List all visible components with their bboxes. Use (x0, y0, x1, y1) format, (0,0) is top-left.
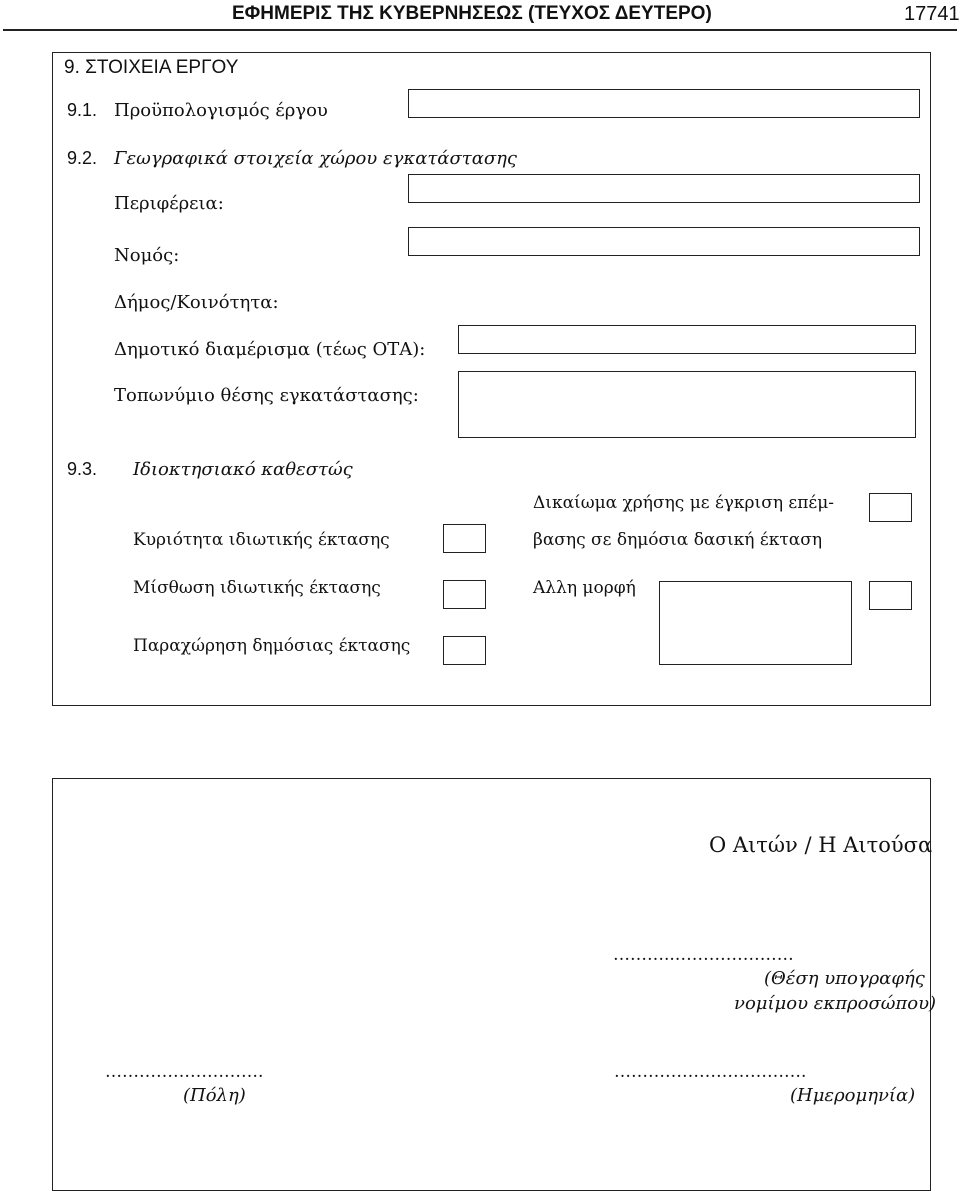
applicant-label: Ο Αιτών / Η Αιτούσα (709, 833, 933, 857)
city-label: (Πόλη) (183, 1085, 246, 1106)
forest-use-label-line1: Δικαίωμα χρήσης με έγκριση επέμ- (533, 493, 834, 513)
page-number: 17741 (904, 3, 960, 25)
ownership-number: 9.3. (67, 459, 98, 479)
private-ownership-checkbox[interactable] (443, 524, 486, 553)
budget-number: 9.1. (67, 100, 98, 120)
budget-field[interactable] (408, 89, 920, 118)
date-label: (Ημερομηνία) (790, 1085, 916, 1106)
prefecture-label: Νομός: (114, 245, 180, 266)
public-concession-checkbox[interactable] (443, 636, 486, 665)
region-field[interactable] (408, 174, 920, 203)
date-dots: ……………………………. (614, 1062, 807, 1082)
header-rule (3, 29, 957, 31)
public-concession-label: Παραχώρηση δημόσιας έκτασης (133, 636, 411, 656)
other-form-field[interactable] (659, 581, 852, 665)
municipality-label: Δήμος/Κοινότητα: (114, 292, 279, 313)
region-label: Περιφέρεια: (114, 193, 224, 214)
signature-place-label-line2: νομίμου εκπροσώπου) (734, 993, 937, 1014)
budget-label: Προϋπολογισμός έργου (114, 100, 328, 121)
toponym-field[interactable] (458, 371, 916, 438)
forest-use-label-line2: βασης σε δημόσια δασική έκταση (533, 530, 822, 550)
district-label: Δημοτικό διαμέρισμα (τέως ΟΤΑ): (114, 339, 426, 360)
geo-number: 9.2. (67, 148, 98, 168)
signature-dots: ………..………………… (613, 945, 794, 965)
city-dots: ………………………. (105, 1062, 264, 1082)
other-form-label: Αλλη μορφή (533, 578, 636, 598)
geo-label: Γεωγραφικά στοιχεία χώρου εγκατάστασης (114, 148, 518, 169)
toponym-label: Τοπωνύμιο θέσης εγκατάστασης: (114, 385, 419, 406)
signature-place-label-line1: (Θέση υπογραφής (764, 968, 925, 989)
ownership-label: Ιδιοκτησιακό καθεστώς (133, 459, 353, 480)
section-title: 9. ΣΤΟΙΧΕΙΑ ΕΡΓΟΥ (64, 57, 239, 78)
forest-use-checkbox[interactable] (869, 493, 912, 522)
prefecture-field[interactable] (408, 227, 920, 256)
private-ownership-label: Κυριότητα ιδιωτικής έκτασης (133, 530, 390, 550)
private-lease-label: Μίσθωση ιδιωτικής έκτασης (133, 578, 381, 598)
gazette-title: ΕΦΗΜΕΡΙΣ ΤΗΣ ΚΥΒΕΡΝΗΣΕΩΣ (ΤΕΥΧΟΣ ΔΕΥΤΕΡΟ) (232, 3, 712, 24)
district-field[interactable] (458, 325, 916, 354)
private-lease-checkbox[interactable] (443, 580, 486, 609)
other-form-checkbox[interactable] (869, 581, 912, 610)
